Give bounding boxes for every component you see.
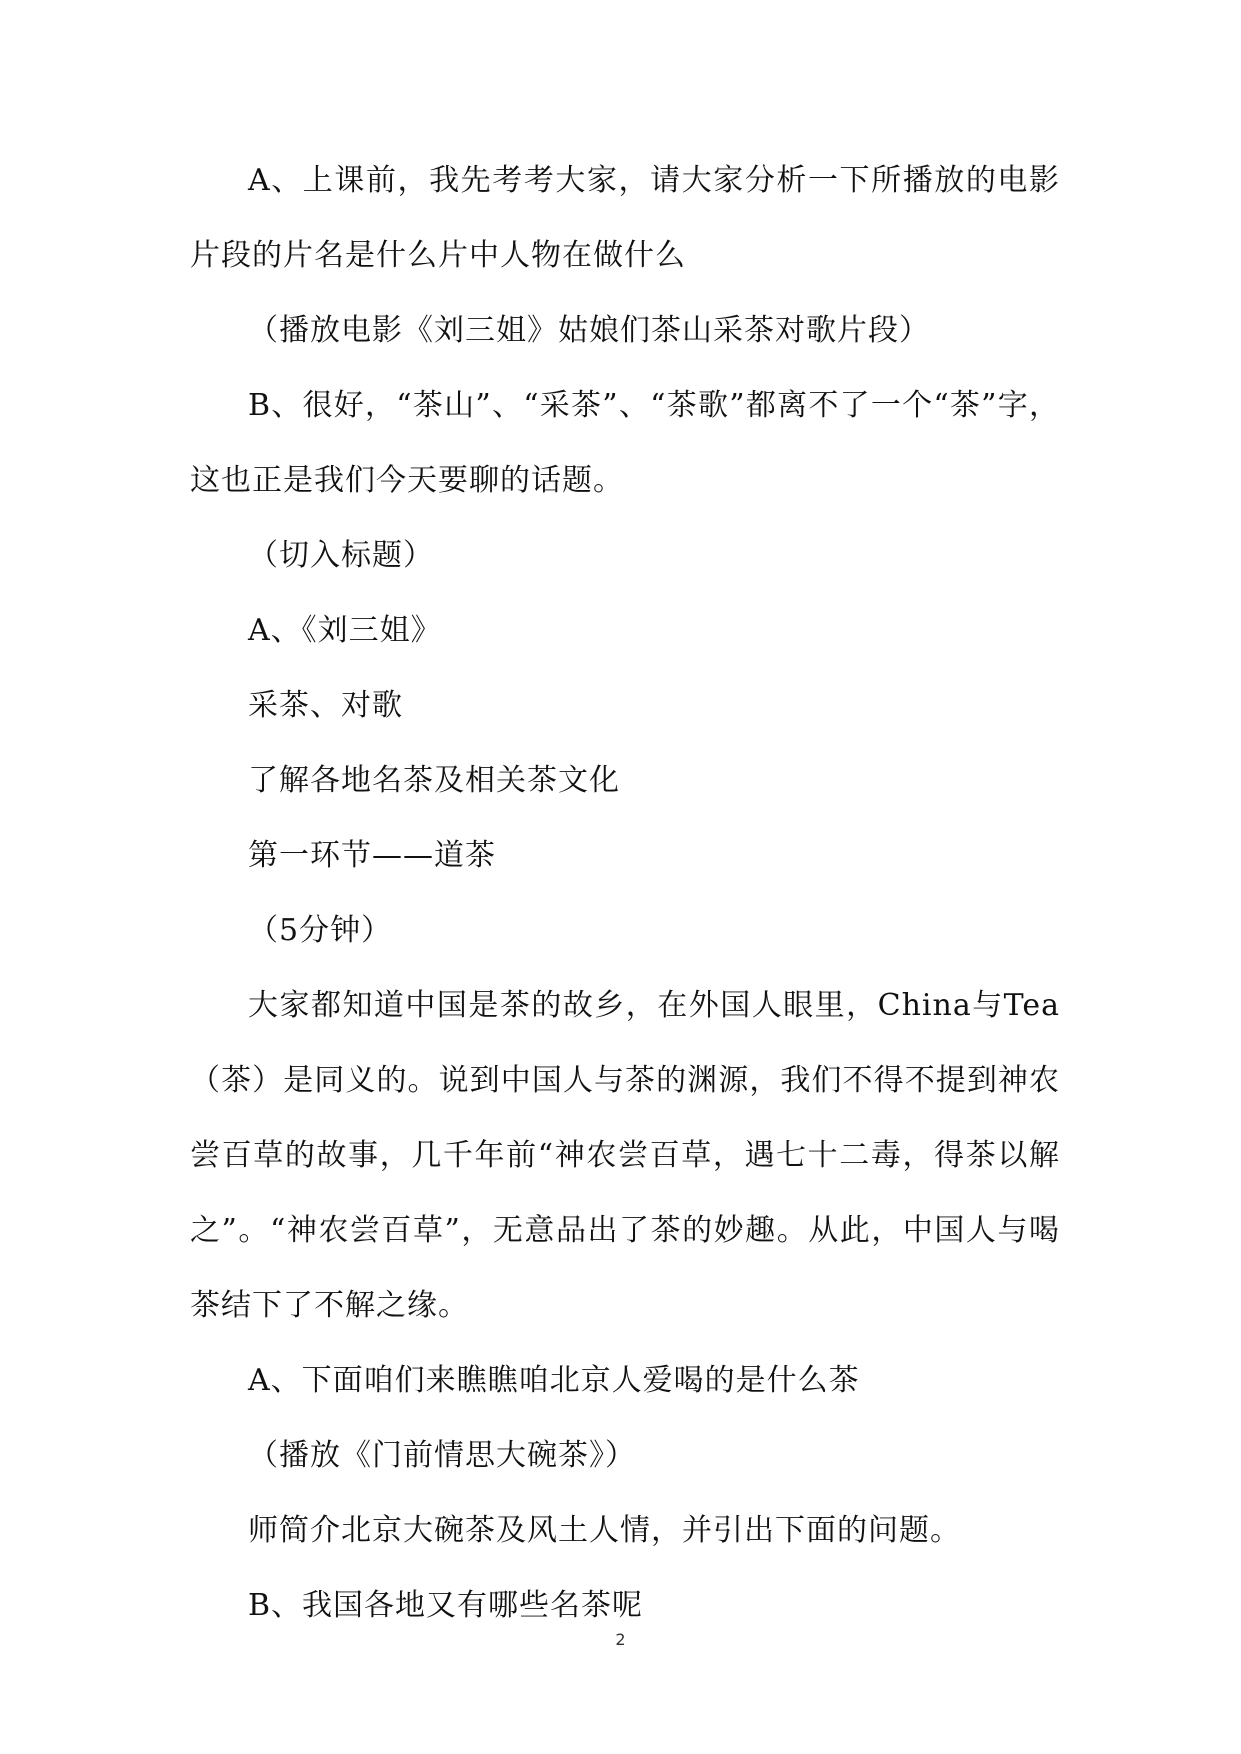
paragraph: A、《刘三姐》 bbox=[248, 613, 442, 648]
paragraph: 大家都知道中国是茶的故乡，在外国人眼里，China与Tea（茶）是同义的。说到中国人与茶的渊源，我们不得不提到神农尝百草的故事，几千年前“神农尝百草，遇七十二毒，得茶以解之”。“神农尝百草”，无意品出了茶的妙趣。从此，中国人与喝茶结下了不解之缘。 bbox=[190, 988, 1060, 1323]
section-heading: 第一环节——道茶 bbox=[248, 838, 496, 873]
page-number: 2 bbox=[615, 1630, 626, 1649]
paragraph: （播放电影《刘三姐》姑娘们茶山采茶对歌片段） bbox=[248, 313, 930, 348]
paragraph: B、我国各地又有哪些名茶呢 bbox=[248, 1588, 644, 1623]
paragraph: 师简介北京大碗茶及风土人情，并引出下面的问题。 bbox=[248, 1513, 961, 1548]
paragraph: （5分钟） bbox=[248, 913, 393, 948]
paragraph: B、很好，“茶山”、“采茶”、“茶歌”都离不了一个“茶”字，这也正是我们今天要聊的话题。 bbox=[190, 388, 1060, 498]
paragraph: （播放《门前情思大碗茶》） bbox=[248, 1438, 636, 1473]
paragraph: A、上课前，我先考考大家，请大家分析一下所播放的电影片段的片名是什么片中人物在做什么 bbox=[190, 163, 1060, 273]
document-body bbox=[190, 143, 1060, 1643]
paragraph: （切入标题） bbox=[248, 538, 434, 573]
paragraph: 了解各地名茶及相关茶文化 bbox=[248, 763, 620, 798]
paragraph: 采茶、对歌 bbox=[248, 688, 403, 723]
paragraph: A、下面咱们来瞧瞧咱北京人爱喝的是什么茶 bbox=[248, 1363, 860, 1398]
